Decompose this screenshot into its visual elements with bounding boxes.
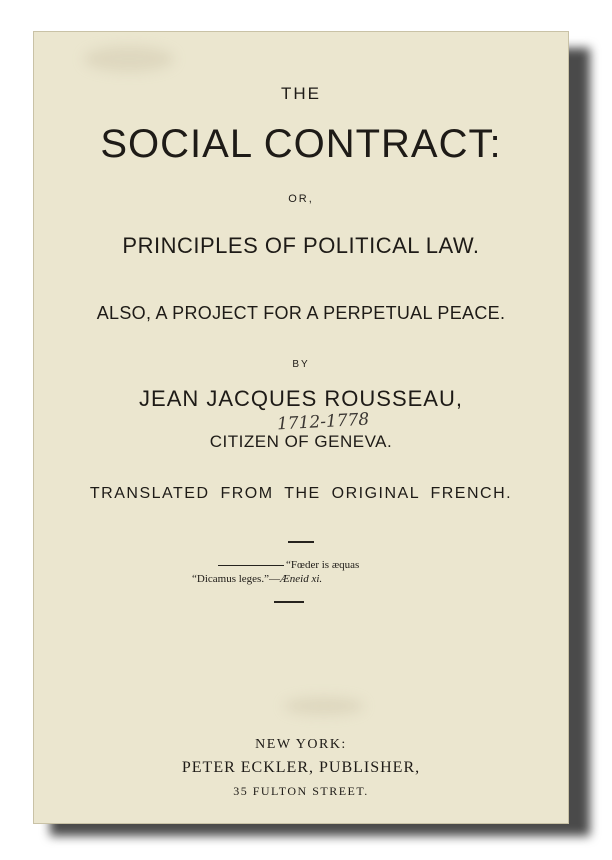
ornament-rule-bottom xyxy=(274,601,304,603)
author-citizenship: CITIZEN OF GENEVA. xyxy=(209,432,393,451)
by-label: BY xyxy=(292,359,310,370)
epigraph-line-1 xyxy=(218,559,359,571)
author-name: JEAN JACQUES ROUSSEAU, xyxy=(139,386,463,411)
translation-note: TRANSLATED FROM THE ORIGINAL FRENCH. xyxy=(89,485,513,502)
handwritten-dates: 1712-1778 xyxy=(276,409,370,435)
title-page xyxy=(33,31,569,824)
paper-stain xyxy=(84,46,174,72)
imprint-place: NEW YORK: xyxy=(255,737,347,752)
title-the: THE xyxy=(281,84,321,103)
epigraph-source: Æneid xi. xyxy=(279,573,323,585)
also-project-line: ALSO, A PROJECT FOR A PERPETUAL PEACE. xyxy=(96,303,506,323)
book-subtitle: PRINCIPLES OF POLITICAL LAW. xyxy=(122,233,480,258)
book-title: SOCIAL CONTRACT: xyxy=(100,122,502,166)
epigraph-line-2 xyxy=(192,573,322,585)
epigraph-dash xyxy=(218,565,284,566)
epigraph-text-1: “Fœder is æquas xyxy=(286,559,360,571)
epigraph-text-2: “Dicamus leges.”— xyxy=(192,573,280,585)
ornament-rule-top xyxy=(288,541,314,543)
imprint-address: 35 FULTON STREET. xyxy=(233,784,369,798)
paper-stain xyxy=(284,697,364,715)
imprint-publisher: PETER ECKLER, PUBLISHER, xyxy=(181,759,421,776)
title-or: OR, xyxy=(288,193,314,205)
